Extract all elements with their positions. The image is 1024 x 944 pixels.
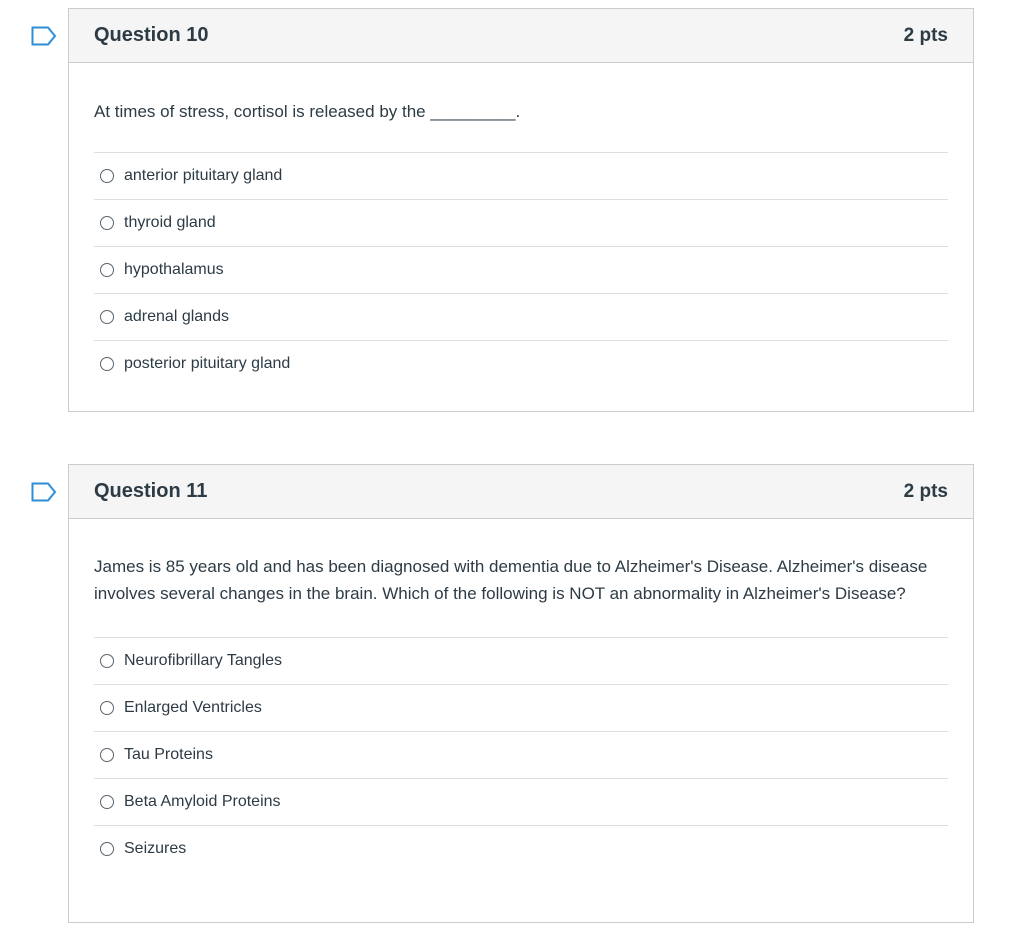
question-body bbox=[69, 519, 973, 872]
radio-button-icon[interactable] bbox=[100, 169, 114, 183]
answer-option[interactable] bbox=[94, 825, 948, 872]
answer-option[interactable] bbox=[94, 637, 948, 684]
answer-option[interactable] bbox=[94, 293, 948, 340]
answer-option[interactable] bbox=[94, 199, 948, 246]
answer-option[interactable] bbox=[94, 340, 948, 387]
answer-label[interactable]: Neurofibrillary Tangles bbox=[124, 652, 282, 669]
answer-label[interactable]: posterior pituitary gland bbox=[124, 355, 291, 372]
answer-list bbox=[94, 637, 948, 872]
answer-label[interactable]: Beta Amyloid Proteins bbox=[124, 793, 281, 810]
question-header bbox=[69, 9, 973, 63]
answer-option[interactable] bbox=[94, 731, 948, 778]
radio-button-icon[interactable] bbox=[100, 842, 114, 856]
answer-label[interactable]: adrenal glands bbox=[124, 308, 229, 325]
radio-button-icon[interactable] bbox=[100, 310, 114, 324]
question-points: 2 pts bbox=[903, 480, 948, 502]
answer-label[interactable]: Tau Proteins bbox=[124, 746, 213, 763]
question-text: At times of stress, cortisol is released by the _________. bbox=[94, 102, 521, 121]
radio-button-icon[interactable] bbox=[100, 701, 114, 715]
question-title: Question 11 bbox=[94, 480, 208, 502]
answer-label[interactable]: thyroid gland bbox=[124, 214, 216, 231]
question-body bbox=[69, 63, 973, 387]
answer-option[interactable] bbox=[94, 778, 948, 825]
radio-button-icon[interactable] bbox=[100, 216, 114, 230]
radio-button-icon[interactable] bbox=[100, 748, 114, 762]
answer-label[interactable]: Enlarged Ventricles bbox=[124, 699, 262, 716]
answer-label[interactable]: hypothalamus bbox=[124, 261, 224, 278]
radio-button-icon[interactable] bbox=[100, 795, 114, 809]
answer-option[interactable] bbox=[94, 246, 948, 293]
radio-button-icon[interactable] bbox=[100, 654, 114, 668]
flag-question-icon[interactable] bbox=[31, 482, 57, 502]
question-10 bbox=[68, 8, 974, 412]
answer-option[interactable] bbox=[94, 152, 948, 199]
question-header bbox=[69, 465, 973, 519]
answer-option[interactable] bbox=[94, 684, 948, 731]
flag-question-icon[interactable] bbox=[31, 26, 57, 46]
question-text: James is 85 years old and has been diagnosed with dementia due to Alzheimer's Disease. Alzheimer's disease involves several changes in the brain. Which of the following is NOT an abnormality in Alzheimer's Disease? bbox=[94, 557, 928, 603]
question-title: Question 10 bbox=[94, 24, 209, 46]
question-points: 2 pts bbox=[903, 24, 948, 46]
answer-list bbox=[94, 152, 948, 387]
answer-label[interactable]: anterior pituitary gland bbox=[124, 167, 283, 184]
radio-button-icon[interactable] bbox=[100, 357, 114, 371]
question-11 bbox=[68, 464, 974, 923]
answer-label[interactable]: Seizures bbox=[124, 840, 187, 857]
radio-button-icon[interactable] bbox=[100, 263, 114, 277]
